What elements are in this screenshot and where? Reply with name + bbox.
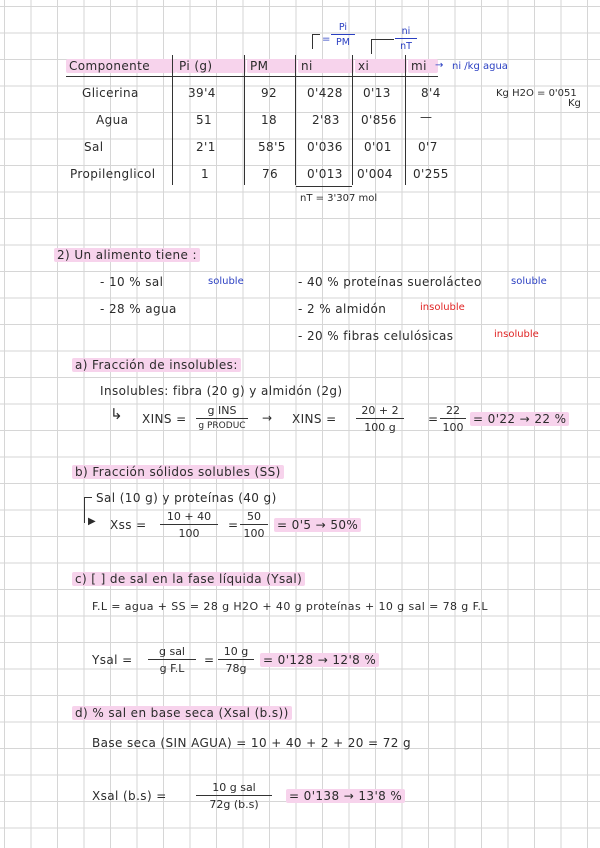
part-a-line1: Insolubles: fibra (20 g) y almidón (2g) xyxy=(100,384,343,398)
nt-den: nT xyxy=(400,41,412,52)
kg-h2o-unit: Kg xyxy=(568,98,581,109)
table-cell: 0'036 xyxy=(307,140,343,154)
fraction-10gsal-over-72gbs xyxy=(196,781,272,811)
table-cell: 0'255 xyxy=(413,167,449,181)
table-cell: 39'4 xyxy=(188,86,216,100)
fraction-den: 72g (b.s) xyxy=(209,798,259,811)
pi-pm-equals: = xyxy=(322,34,331,45)
fraction-num: 10 g sal xyxy=(196,781,272,796)
table-vline-3 xyxy=(295,55,296,185)
pi-pm-bracket xyxy=(312,34,320,49)
item-sal: - 10 % sal xyxy=(100,275,164,289)
part-b-title: b) Fracción sólidos solubles (SS) xyxy=(72,465,284,479)
x-ss-label: Xss = xyxy=(110,518,147,532)
item-fibras: - 20 % fibras celulósicas xyxy=(298,329,454,343)
x-sal-bs-label: Xsal (b.s) = xyxy=(92,789,167,803)
col-mi: mi xyxy=(408,59,438,73)
part-a-eq: = xyxy=(428,412,439,426)
part-b-bracket-top xyxy=(84,497,92,498)
ni-nt-bracket xyxy=(371,39,394,54)
table-cell: 2'83 xyxy=(312,113,340,127)
fraction-22-over-100 xyxy=(440,404,466,434)
part-b-eq: = xyxy=(228,518,239,532)
table-cell: 0'428 xyxy=(307,86,343,100)
fraction-den: 100 g xyxy=(364,421,396,434)
table-cell: 76 xyxy=(262,167,279,181)
fraction-50-over-100 xyxy=(240,510,268,540)
ni-over-nt-fraction xyxy=(395,26,417,52)
table-cell: 0'013 xyxy=(307,167,343,181)
pi-over-pm-fraction xyxy=(331,22,355,48)
x-ins-label: XINS = xyxy=(142,412,187,426)
fraction-num: 50 xyxy=(240,510,268,525)
table-vline-1 xyxy=(172,55,173,185)
part-b-line1: Sal (10 g) y proteínas (40 g) xyxy=(96,491,277,505)
table-cell: Agua xyxy=(96,113,129,127)
fraction-num: g sal xyxy=(148,645,196,660)
tag-insoluble-almidon: insoluble xyxy=(420,302,465,313)
x-ins-label-2: XINS = xyxy=(292,412,337,426)
fraction-num: 20 + 2 xyxy=(356,404,404,419)
part-b-arrow: ▶ xyxy=(88,516,97,527)
fraction-gins-gproduc xyxy=(196,404,248,431)
part-a-title: a) Fracción de insolubles: xyxy=(72,358,241,372)
table-cell: 0'856 xyxy=(361,113,397,127)
table-cell: 0'004 xyxy=(357,167,393,181)
part-a-arrow2: → xyxy=(262,411,273,425)
mi-note-arrow: → xyxy=(435,60,444,71)
y-sal-label: Ysal = xyxy=(92,653,133,667)
table-cell: 92 xyxy=(261,86,278,100)
total-rule xyxy=(296,186,352,187)
pi-num: Pi xyxy=(331,22,355,35)
table-cell: 0'13 xyxy=(363,86,391,100)
fraction-10g-over-78g xyxy=(218,645,254,675)
table-cell: 51 xyxy=(196,113,213,127)
table-cell: 0'01 xyxy=(364,140,392,154)
fraction-den: 100 xyxy=(442,421,464,434)
table-cell: — xyxy=(420,110,433,124)
fraction-num: 10 g xyxy=(218,645,254,660)
fraction-num: g INS xyxy=(196,404,248,419)
col-ni: ni xyxy=(298,59,354,73)
table-cell: 2'1 xyxy=(196,140,216,154)
table-cell: 18 xyxy=(261,113,278,127)
part-c-title: c) [ ] de sal en la fase líquida (Ysal) xyxy=(72,572,305,586)
table-cell: Glicerina xyxy=(82,86,139,100)
col-xi: xi xyxy=(355,59,407,73)
table-vline-2 xyxy=(244,55,245,185)
part-d-line1: Base seca (SIN AGUA) = 10 + 40 + 2 + 20 = 72 g xyxy=(92,736,411,750)
part-c-line1: F.L = agua + SS = 28 g H2O + 40 g proteínas + 10 g sal = 78 g F.L xyxy=(92,600,488,613)
kg-h2o-value: Kg H2O = 0'051 xyxy=(496,88,577,99)
fraction-gsal-over-gfl xyxy=(148,645,196,675)
fraction-num: 22 xyxy=(440,404,466,419)
fraction-den: g F.L xyxy=(159,662,185,675)
fraction-den: 100 xyxy=(243,527,265,540)
mi-note: ni /kg agua xyxy=(452,61,508,72)
table-cell: 8'4 xyxy=(421,86,441,100)
total-moles: nT = 3'307 mol xyxy=(300,193,378,204)
tag-soluble-proteinas: soluble xyxy=(511,276,547,287)
table-vline-5 xyxy=(405,55,406,185)
table-cell: 1 xyxy=(201,167,210,181)
item-almidon: - 2 % almidón xyxy=(298,302,387,316)
problem2-title: 2) Un alimento tiene : xyxy=(54,248,200,262)
part-c-eq: = xyxy=(204,653,215,667)
fraction-20-2-over-100g xyxy=(356,404,404,434)
part-a-result: = 0'22 → 22 % xyxy=(470,412,569,426)
part-b-result: = 0'5 → 50% xyxy=(274,518,361,532)
part-d-title: d) % sal en base seca (Xsal (b.s)) xyxy=(72,706,292,720)
table-cell: Sal xyxy=(84,140,104,154)
table-vline-4 xyxy=(352,55,353,185)
fraction-10-40-over-100 xyxy=(160,510,218,540)
pm-den: PM xyxy=(336,37,350,48)
tag-soluble-sal: soluble xyxy=(208,276,244,287)
part-d-result: = 0'138 → 13'8 % xyxy=(286,789,405,803)
col-componente: Componente xyxy=(66,59,176,73)
table-cell: Propilenglicol xyxy=(70,167,156,181)
col-pm: PM xyxy=(247,59,297,73)
col-pi: Pi (g) xyxy=(176,59,246,73)
item-agua: - 28 % agua xyxy=(100,302,177,316)
tag-insoluble-fibras: insoluble xyxy=(494,329,539,340)
part-c-result: = 0'128 → 12'8 % xyxy=(260,653,379,667)
item-proteinas: - 40 % proteínas suerolácteo xyxy=(298,275,482,289)
fraction-den: g PRODUC xyxy=(198,421,246,431)
ni-num: ni xyxy=(395,26,417,39)
table-cell: 58'5 xyxy=(258,140,286,154)
table-cell: 0'7 xyxy=(418,140,438,154)
part-a-arrow: ↳ xyxy=(110,405,123,423)
table-header-rule xyxy=(66,76,438,77)
fraction-den: 100 xyxy=(178,527,200,540)
fraction-den: 78g xyxy=(225,662,247,675)
fraction-num: 10 + 40 xyxy=(160,510,218,525)
